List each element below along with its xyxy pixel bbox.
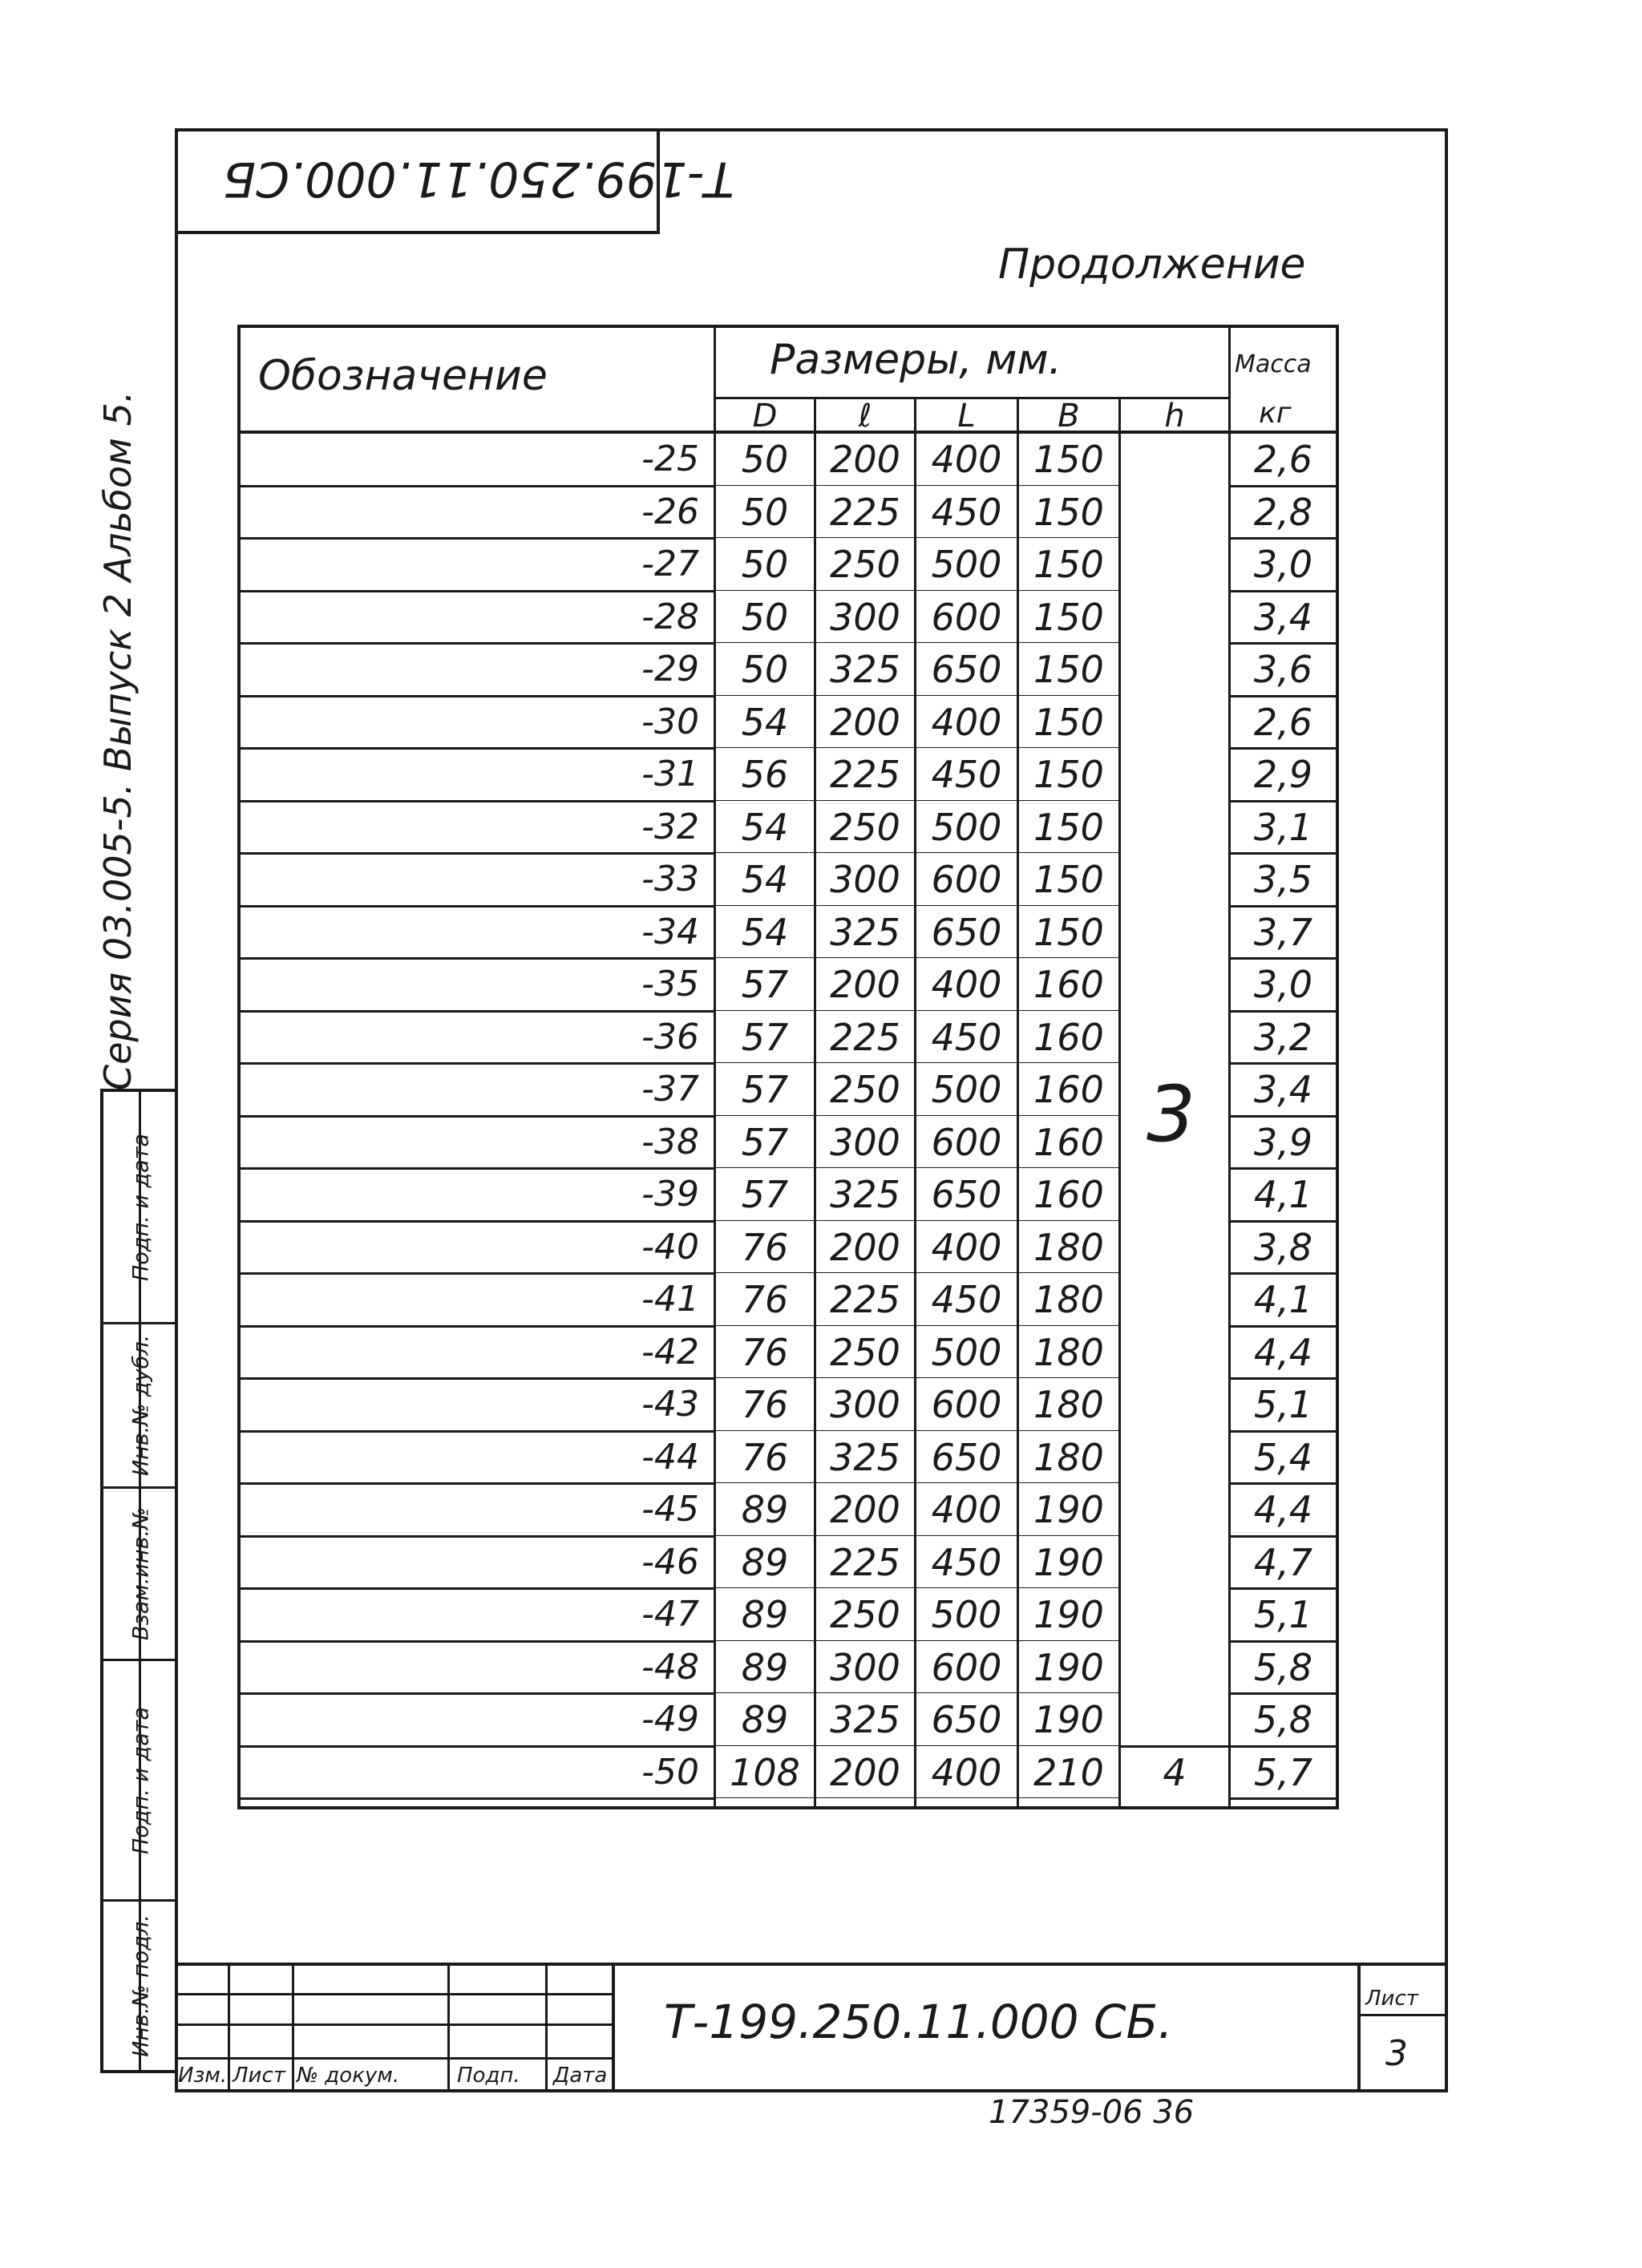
cell-mass: 3,5 (1253, 858, 1313, 901)
document-code: Т-199.250.11.000 СБ. (664, 1995, 1173, 2049)
cell-D: 57 (741, 1173, 789, 1216)
h-value-group: 3 (1147, 1069, 1196, 1159)
cell-B: 190 (1033, 1698, 1104, 1741)
row-line-values (714, 1797, 1118, 1798)
cell-L: 650 (931, 910, 1002, 954)
cell-D: 76 (741, 1383, 789, 1426)
cell-l: 225 (830, 753, 900, 796)
row-designation: -44 (641, 1436, 699, 1478)
cell-B: 160 (1033, 1173, 1104, 1216)
row-line-values (714, 1640, 1118, 1641)
cell-B: 150 (1033, 490, 1104, 534)
cell-D: 89 (741, 1645, 789, 1689)
row-designation: -40 (641, 1226, 699, 1267)
row-designation: -45 (641, 1489, 699, 1530)
cell-mass: 3,8 (1253, 1225, 1313, 1269)
cell-mass: 2,6 (1253, 438, 1313, 481)
cell-l: 300 (830, 595, 900, 639)
cell-L: 450 (931, 490, 1002, 534)
cell-D: 54 (741, 805, 789, 849)
label-date: Дата (553, 2064, 608, 2088)
cell-B: 180 (1033, 1278, 1104, 1321)
title-block-row (1357, 2014, 1448, 2016)
cell-B: 150 (1033, 438, 1104, 481)
stamp-cell-dup-inv (103, 1324, 178, 1489)
cell-mass: 4,4 (1253, 1330, 1313, 1374)
cell-B: 160 (1033, 963, 1104, 1006)
row-line-values (714, 485, 1118, 486)
cell-B: 180 (1033, 1225, 1104, 1269)
row-designation: -46 (641, 1541, 699, 1583)
cell-l: 200 (830, 1488, 900, 1531)
cell-mass: 4,1 (1253, 1173, 1313, 1216)
cell-D: 76 (741, 1435, 789, 1479)
cell-mass: 4,7 (1253, 1540, 1313, 1584)
cell-D: 76 (741, 1330, 789, 1374)
cell-mass: 3,4 (1253, 1068, 1313, 1111)
cell-mass: 3,0 (1253, 543, 1313, 586)
label-doc-number: № докум. (297, 2064, 400, 2088)
cell-B: 160 (1033, 1015, 1104, 1059)
cell-mass: 4,1 (1253, 1278, 1313, 1321)
cell-B: 150 (1033, 910, 1104, 954)
cell-D: 57 (741, 1120, 789, 1164)
row-line-values (714, 1115, 1118, 1116)
cell-L: 400 (931, 438, 1002, 481)
row-designation: -28 (641, 596, 699, 637)
cell-D: 89 (741, 1698, 789, 1741)
cell-mass: 2,9 (1253, 753, 1313, 796)
cell-L: 600 (931, 595, 1002, 639)
cell-mass: 5,1 (1253, 1593, 1313, 1636)
cell-D: 89 (741, 1593, 789, 1636)
cell-B: 210 (1033, 1750, 1104, 1794)
cell-l: 300 (830, 858, 900, 901)
cell-L: 450 (931, 1540, 1002, 1584)
row-line-values (714, 1482, 1118, 1483)
cell-l: 225 (830, 1278, 900, 1321)
h-group-divider (1118, 1745, 1228, 1748)
cell-mass: 2,8 (1253, 490, 1313, 534)
cell-L: 400 (931, 1488, 1002, 1531)
row-line-values (714, 852, 1118, 853)
cell-D: 76 (741, 1278, 789, 1321)
cell-l: 325 (830, 1698, 900, 1741)
cell-l: 250 (830, 1068, 900, 1111)
row-designation: -42 (641, 1331, 699, 1373)
cell-B: 150 (1033, 700, 1104, 744)
stamp-cell-inv-orig (103, 1902, 178, 2070)
cell-D: 54 (741, 858, 789, 901)
row-designation: -36 (641, 1016, 699, 1057)
row-designation: -35 (641, 964, 699, 1005)
title-block-top (175, 1963, 1448, 1966)
cell-D: 50 (741, 543, 789, 586)
cell-D: 56 (741, 753, 789, 796)
row-line-values (714, 695, 1118, 696)
cell-B: 150 (1033, 858, 1104, 901)
cell-L: 500 (931, 1068, 1002, 1111)
cell-B: 150 (1033, 648, 1104, 691)
stamp-cell-replace-inv (103, 1489, 178, 1661)
subheader-L: L (957, 398, 976, 435)
row-line-values (714, 1325, 1118, 1326)
row-designation: -38 (641, 1121, 699, 1162)
cell-l: 300 (830, 1645, 900, 1689)
cell-L: 400 (931, 700, 1002, 744)
cell-L: 400 (931, 1225, 1002, 1269)
title-block-col (292, 1963, 294, 2092)
row-line-values (714, 1535, 1118, 1536)
row-designation: -48 (641, 1646, 699, 1688)
cell-D: 50 (741, 490, 789, 534)
cell-l: 200 (830, 1750, 900, 1794)
row-designation: -34 (641, 911, 699, 952)
row-line-values (714, 1010, 1118, 1011)
cell-L: 450 (931, 1015, 1002, 1059)
archive-number: 17359-06 36 (989, 2094, 1195, 2131)
row-line-values (714, 800, 1118, 801)
cell-L: 450 (931, 1278, 1002, 1321)
row-line-values (714, 1430, 1118, 1431)
row-designation: -37 (641, 1069, 699, 1110)
cell-L: 450 (931, 753, 1002, 796)
cell-l: 300 (830, 1383, 900, 1426)
cell-B: 180 (1033, 1330, 1104, 1374)
cell-L: 650 (931, 1435, 1002, 1479)
row-designation: -39 (641, 1174, 699, 1215)
cell-D: 57 (741, 1068, 789, 1111)
cell-mass: 3,4 (1253, 595, 1313, 639)
cell-D: 108 (730, 1750, 800, 1794)
rotated-code-box (175, 128, 734, 234)
cell-l: 200 (830, 963, 900, 1006)
cell-mass: 3,9 (1253, 1120, 1313, 1164)
cell-mass: 2,6 (1253, 700, 1313, 744)
row-line-values (714, 905, 1118, 906)
cell-l: 325 (830, 910, 900, 954)
cell-h: 4 (1163, 1750, 1187, 1794)
row-line-values (714, 537, 1118, 538)
header-mass-unit: кг (1259, 397, 1292, 430)
cell-D: 76 (741, 1225, 789, 1269)
row-line-values (714, 1272, 1118, 1273)
header-designation: Обозначение (258, 352, 548, 400)
cell-B: 190 (1033, 1645, 1104, 1689)
cell-D: 89 (741, 1488, 789, 1531)
cell-mass: 3,6 (1253, 648, 1313, 691)
cell-D: 89 (741, 1540, 789, 1584)
row-line-values (714, 1062, 1118, 1063)
cell-L: 500 (931, 1593, 1002, 1636)
cell-L: 650 (931, 1173, 1002, 1216)
cell-mass: 5,7 (1253, 1750, 1313, 1794)
row-line (241, 1797, 714, 1800)
cell-B: 190 (1033, 1593, 1104, 1636)
cell-l: 300 (830, 1120, 900, 1164)
rotated-doc-code: Т-199.250.11.000.СБ (223, 151, 734, 207)
row-designation: -33 (641, 859, 699, 900)
row-line-values (714, 747, 1118, 748)
cell-B: 150 (1033, 595, 1104, 639)
row-designation: -32 (641, 806, 699, 847)
cell-l: 250 (830, 805, 900, 849)
cell-l: 200 (830, 700, 900, 744)
label-change: Изм. (178, 2064, 228, 2088)
cell-D: 50 (741, 438, 789, 481)
header-dimensions: Размеры, мм. (770, 336, 1062, 384)
cell-l: 225 (830, 1540, 900, 1584)
cell-B: 180 (1033, 1435, 1104, 1479)
row-designation: -25 (641, 439, 699, 479)
row-designation: -27 (641, 544, 699, 584)
cell-B: 190 (1033, 1488, 1104, 1531)
row-designation: -47 (641, 1594, 699, 1635)
series-side-label: Серия 03.005-5. Выпуск 2 Альбом 5. (96, 390, 140, 1090)
cell-mass: 5,1 (1253, 1383, 1313, 1426)
row-line-mass (1228, 1797, 1336, 1800)
col-divider (1118, 398, 1121, 1806)
label-signature: Подп. (457, 2064, 520, 2088)
cell-mass: 5,8 (1253, 1645, 1313, 1689)
continuation-label: Продолжение (998, 241, 1306, 289)
stamp-label: Инв.№ подл. (128, 1914, 153, 2057)
cell-l: 200 (830, 1225, 900, 1269)
cell-l: 325 (830, 1173, 900, 1216)
row-designation: -31 (641, 754, 699, 794)
row-line-values (714, 1220, 1118, 1221)
stamp-label: Подп. и дата (128, 1133, 153, 1281)
stamp-cell-sign-date (103, 1661, 178, 1902)
cell-mass: 4,4 (1253, 1488, 1313, 1531)
cell-l: 200 (830, 438, 900, 481)
sheet-label: Лист (1365, 1987, 1418, 2011)
row-designation: -29 (641, 649, 699, 689)
stamp-label: Подп. и дата (128, 1706, 153, 1854)
cell-l: 250 (830, 1330, 900, 1374)
cell-L: 600 (931, 1383, 1002, 1426)
cell-B: 150 (1033, 805, 1104, 849)
cell-l: 250 (830, 1593, 900, 1636)
subheader-l: ℓ (858, 398, 872, 435)
title-block-col (447, 1963, 450, 2092)
subheader-h: h (1164, 398, 1185, 435)
row-designation: -43 (641, 1384, 699, 1425)
subheader-B: B (1058, 398, 1080, 435)
cell-D: 57 (741, 963, 789, 1006)
cell-l: 325 (830, 1435, 900, 1479)
cell-B: 190 (1033, 1540, 1104, 1584)
cell-l: 325 (830, 648, 900, 691)
row-designation: -49 (641, 1699, 699, 1740)
row-designation: -26 (641, 491, 699, 532)
cell-B: 160 (1033, 1068, 1104, 1111)
cell-l: 250 (830, 543, 900, 586)
cell-mass: 3,1 (1253, 805, 1313, 849)
row-line-values (714, 957, 1118, 958)
cell-mass: 3,7 (1253, 910, 1313, 954)
cell-D: 50 (741, 648, 789, 691)
title-block-col (1357, 1963, 1361, 2092)
cell-B: 180 (1033, 1383, 1104, 1426)
stamp-label: Взам.инв.№ (128, 1506, 153, 1641)
row-line-values (714, 1587, 1118, 1588)
cell-L: 500 (931, 543, 1002, 586)
row-line-values (714, 1377, 1118, 1378)
cell-B: 150 (1033, 543, 1104, 586)
cell-mass: 3,2 (1253, 1015, 1313, 1059)
cell-mass: 5,4 (1253, 1435, 1313, 1479)
cell-L: 500 (931, 1330, 1002, 1374)
cell-L: 500 (931, 805, 1002, 849)
cell-L: 600 (931, 1120, 1002, 1164)
cell-L: 400 (931, 963, 1002, 1006)
cell-D: 57 (741, 1015, 789, 1059)
cell-D: 50 (741, 595, 789, 639)
row-line-values (714, 1745, 1118, 1746)
cell-mass: 5,8 (1253, 1698, 1313, 1741)
stamp-cell-sign-date-top (103, 1092, 178, 1324)
cell-B: 160 (1033, 1120, 1104, 1164)
cell-L: 600 (931, 858, 1002, 901)
title-block-col (612, 1963, 615, 2092)
row-line-values (714, 590, 1118, 591)
side-stamp-column (100, 1089, 178, 2073)
subheader-D: D (752, 398, 778, 435)
row-designation: -50 (641, 1751, 699, 1793)
dimensions-table (237, 325, 1339, 1809)
cell-L: 650 (931, 1698, 1002, 1741)
stamp-label: Инв.№ дубл. (128, 1334, 153, 1477)
sheet-number: 3 (1385, 2033, 1408, 2074)
cell-D: 54 (741, 910, 789, 954)
title-block-col (545, 1963, 548, 2092)
title-block-col (228, 1963, 230, 2092)
cell-L: 400 (931, 1750, 1002, 1794)
cell-D: 54 (741, 700, 789, 744)
row-designation: -30 (641, 701, 699, 742)
cell-B: 150 (1033, 753, 1104, 796)
row-line-values (714, 642, 1118, 643)
row-line-values (714, 1692, 1118, 1693)
title-block (175, 1963, 1448, 2092)
label-sheet: Лист (233, 2064, 285, 2088)
row-designation: -41 (641, 1279, 699, 1320)
cell-mass: 3,0 (1253, 963, 1313, 1006)
row-line-values (714, 1167, 1118, 1168)
header-mass: Масса (1235, 350, 1312, 378)
cell-L: 600 (931, 1645, 1002, 1689)
cell-l: 225 (830, 1015, 900, 1059)
cell-L: 650 (931, 648, 1002, 691)
cell-l: 225 (830, 490, 900, 534)
